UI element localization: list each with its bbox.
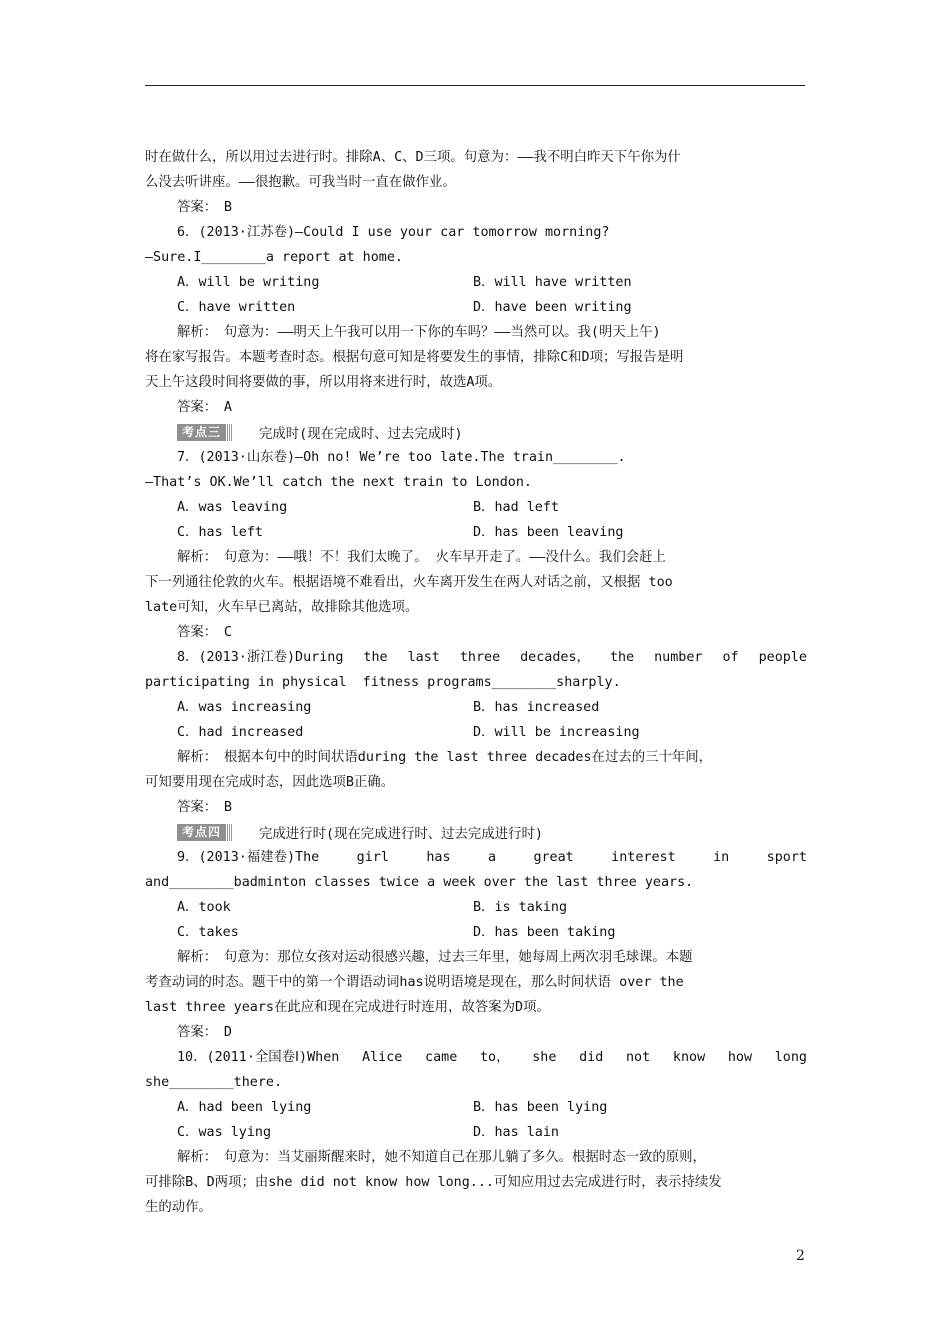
option-c: C．takes bbox=[177, 925, 239, 940]
analysis-line: 天上午这段时间将要做的事，所以用将来进行时，故选A项。 bbox=[145, 375, 502, 390]
option-a: A．will be writing bbox=[177, 275, 320, 290]
answer-line: 答案： C bbox=[177, 625, 232, 640]
word: people bbox=[758, 650, 807, 665]
section-tag: 考点三 bbox=[177, 424, 226, 441]
analysis-line: 考查动词的时态。题干中的第一个谓语动词has说明语境是现在，那么时间状语 over the bbox=[145, 975, 684, 990]
analysis-line: 解析： 根据本句中的时间状语during the last three decades在过去的三十年间， bbox=[177, 750, 713, 765]
text-line: 么没去听讲座。——很抱歉。可我当时一直在做作业。 bbox=[145, 175, 456, 190]
section-heading-3 bbox=[145, 420, 807, 445]
analysis-line: 将在家写报告。本题考查时态。根据句意可知是将要发生的事情，排除C和D项；写报告是明 bbox=[145, 350, 684, 365]
option-a: A．was leaving bbox=[177, 500, 288, 515]
tag-bars-decoration bbox=[227, 824, 233, 841]
word: Alice bbox=[362, 1050, 403, 1065]
option-c: C．have written bbox=[177, 300, 296, 315]
answer-line: 答案： B bbox=[177, 200, 232, 215]
analysis-line: 生的动作。 bbox=[145, 1200, 212, 1215]
option-b: B．is taking bbox=[473, 900, 568, 915]
option-d: D．will be increasing bbox=[473, 725, 640, 740]
analysis-line: 可知要用现在完成时态，因此选项B正确。 bbox=[145, 775, 395, 790]
word: three bbox=[459, 650, 501, 665]
word: a bbox=[487, 850, 497, 865]
option-d: D．has been leaving bbox=[473, 525, 624, 540]
analysis-line: 解析： 句意为：——明天上午我可以用一下你的车吗？——当然可以。我(明天上午) bbox=[177, 325, 661, 340]
option-b: B．will have written bbox=[473, 275, 632, 290]
word: the bbox=[363, 650, 388, 665]
word: has bbox=[426, 850, 451, 865]
option-d: D．has been taking bbox=[473, 925, 616, 940]
analysis-line: 可排除B、D两项；由she did not know how long...可知应用过去完成进行时，表示持续发 bbox=[145, 1175, 722, 1190]
word: know bbox=[672, 1050, 706, 1065]
section-heading-4 bbox=[145, 820, 807, 845]
word: not bbox=[626, 1050, 651, 1065]
option-b: B．has been lying bbox=[473, 1100, 608, 1115]
analysis-line: late可知，火车早已离站，故排除其他选项。 bbox=[145, 600, 419, 615]
options-row bbox=[145, 920, 807, 945]
word: number bbox=[654, 650, 703, 665]
question-10-stem bbox=[145, 1045, 807, 1070]
option-c: C．was lying bbox=[177, 1125, 272, 1140]
analysis-line: 解析： 句意为：那位女孩对运动很感兴趣，过去三年里，她每周上两次羽毛球课。本题 bbox=[177, 950, 693, 965]
option-c: C．had increased bbox=[177, 725, 304, 740]
option-a: A．was increasing bbox=[177, 700, 312, 715]
page-number: 2 bbox=[796, 1248, 805, 1264]
word: long bbox=[774, 1050, 807, 1065]
word: came bbox=[425, 1050, 458, 1065]
analysis-line: 解析： 句意为：当艾丽斯醒来时，她不知道自己在那儿躺了多久。根据时态一致的原则， bbox=[177, 1150, 706, 1165]
option-d: D．has lain bbox=[473, 1125, 559, 1140]
header-rule bbox=[145, 85, 805, 86]
question-10-stem-2: she________there. bbox=[145, 1075, 283, 1090]
question-6-stem: 6．(2013·江苏卷)—Could I use your car tomorrow morning? bbox=[177, 225, 610, 240]
word: did bbox=[579, 1050, 604, 1065]
options-row bbox=[145, 520, 807, 545]
word: she bbox=[532, 1050, 557, 1065]
word: decades， bbox=[520, 650, 590, 665]
word: 9．(2013·福建卷)The bbox=[177, 850, 320, 865]
question-8-stem bbox=[145, 645, 807, 670]
word: in bbox=[713, 850, 730, 865]
word: of bbox=[722, 650, 739, 665]
option-b: B．had left bbox=[473, 500, 559, 515]
options-row bbox=[145, 295, 807, 320]
question-7-stem: 7．(2013·山东卷)—Oh no! We’re too late.The train________. bbox=[177, 450, 626, 465]
text-line: 时在做什么，所以用过去进行时。排除A、C、D三项。句意为：——我不明白昨天下午你为什 bbox=[145, 150, 681, 165]
word: girl bbox=[356, 850, 389, 865]
question-9-stem bbox=[145, 845, 807, 870]
word: 10．(2011·全国卷Ⅰ)When bbox=[177, 1050, 340, 1065]
word: how bbox=[727, 1050, 753, 1065]
options-row bbox=[145, 270, 807, 295]
word: interest bbox=[611, 850, 676, 865]
word: great bbox=[533, 850, 574, 865]
word: to， bbox=[480, 1050, 510, 1065]
word: sport bbox=[766, 850, 807, 865]
question-9-stem-2: and________badminton classes twice a week over the last three years. bbox=[145, 875, 694, 890]
analysis-line: 下一列通往伦敦的火车。根据语境不难看出，火车离开发生在两人对话之前，又根据 too bbox=[145, 575, 673, 590]
option-a: A．took bbox=[177, 900, 231, 915]
option-d: D．have been writing bbox=[473, 300, 632, 315]
word: 8．(2013·浙江卷)During bbox=[177, 650, 344, 665]
word: last bbox=[407, 650, 440, 665]
answer-line: 答案： B bbox=[177, 800, 232, 815]
section-tag: 考点四 bbox=[177, 824, 226, 841]
options-row bbox=[145, 895, 807, 920]
word: the bbox=[609, 650, 635, 665]
options-row bbox=[145, 1120, 807, 1145]
options-row bbox=[145, 495, 807, 520]
options-row bbox=[145, 695, 807, 720]
tag-bars-decoration bbox=[227, 424, 233, 441]
question-7-stem-2: —That’s OK.We’ll catch the next train to London. bbox=[145, 475, 532, 490]
question-8-stem-2: participating in physical fitness programs________sharply. bbox=[145, 675, 621, 690]
question-6-stem-2: —Sure.I________a report at home. bbox=[145, 250, 403, 265]
document-body bbox=[145, 145, 807, 1220]
option-b: B．has increased bbox=[473, 700, 600, 715]
section-title: 完成时(现在完成时、过去完成时) bbox=[259, 427, 463, 442]
option-a: A．had been lying bbox=[177, 1100, 312, 1115]
options-row bbox=[145, 1095, 807, 1120]
option-c: C．has left bbox=[177, 525, 263, 540]
answer-line: 答案： A bbox=[177, 400, 232, 415]
answer-line: 答案： D bbox=[177, 1025, 232, 1040]
section-title: 完成进行时(现在完成进行时、过去完成进行时) bbox=[259, 827, 543, 842]
analysis-line: 解析： 句意为：——哦！不！我们太晚了。 火车早开走了。——没什么。我们会赶上 bbox=[177, 550, 666, 565]
options-row bbox=[145, 720, 807, 745]
analysis-line: last three years在此应和现在完成进行时连用，故答案为D项。 bbox=[145, 1000, 550, 1015]
